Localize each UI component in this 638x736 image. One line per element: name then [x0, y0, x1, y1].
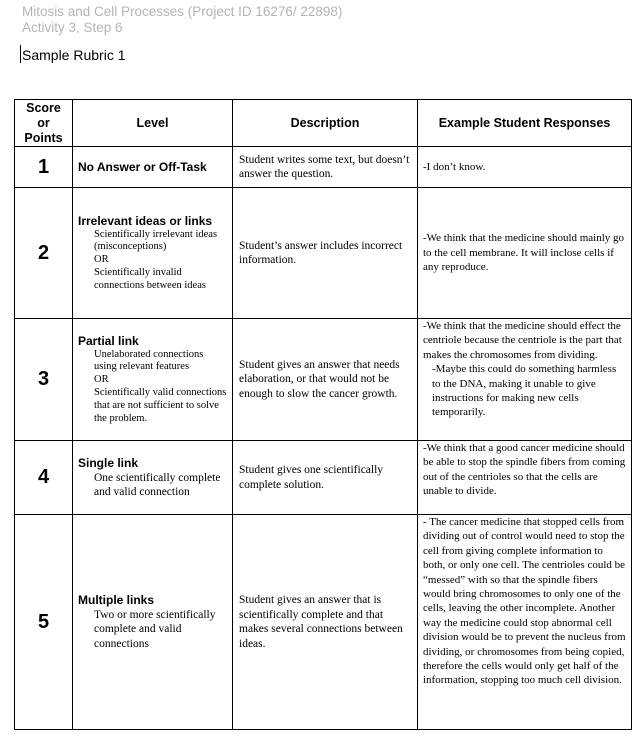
table-row — [15, 515, 632, 730]
level-title: No Answer or Off-Task — [78, 159, 207, 174]
description-cell: Student gives an answer that needs elaboration, or that would not be enough to slow the cancer growth. — [233, 319, 418, 441]
text-cursor — [20, 45, 21, 63]
description-cell: Student’s answer includes incorrect information. — [233, 188, 418, 319]
description-cell: Student gives an answer that is scientifically complete and that makes several connections between ideas. — [233, 515, 418, 730]
level-detail: OR — [94, 254, 109, 266]
level-detail: Scientifically invalid connections between ideas — [94, 266, 206, 291]
level-cell — [73, 319, 233, 441]
table-row — [15, 188, 632, 319]
table-row — [15, 319, 632, 441]
score-cell: 1 — [15, 147, 73, 188]
level-cell — [73, 515, 233, 730]
example-text: -We think that the medicine should mainly go to the cell membrane. It will inclose cells if any reproduce. — [423, 232, 625, 274]
level-title: Multiple links — [78, 592, 155, 607]
level-detail: Scientifically irrelevant ideas (misconceptions) — [94, 228, 218, 253]
example-text: -We think that a good cancer medicine should be able to stop the spindle fibers from coming out of the centrioles so that the cells are unable to divide. — [423, 442, 626, 498]
rubric-table — [14, 99, 632, 730]
table-row — [15, 441, 632, 515]
header-level: Level — [73, 100, 233, 147]
level-detail: One scientifically complete and valid connection — [94, 471, 221, 498]
level-title: Partial link — [78, 333, 139, 348]
score-cell: 3 — [15, 319, 73, 441]
example-text: -Maybe this could do something harmless to the DNA, making it unable to give instructions for making new cells temporarily. — [432, 363, 617, 419]
header-example: Example Student Responses — [418, 100, 632, 147]
level-title: Single link — [78, 455, 139, 470]
score-cell: 2 — [15, 188, 73, 319]
table-header-row — [15, 100, 632, 147]
level-cell — [73, 188, 233, 319]
example-cell — [418, 515, 632, 730]
level-detail: Unelaborated connections using relevant features — [94, 348, 204, 373]
example-cell — [418, 319, 632, 441]
example-cell — [418, 147, 632, 188]
example-cell — [418, 441, 632, 515]
example-text: -We think that the medicine should effect the centriole because the centriole is the part that makes the chromosomes from dividing. — [423, 320, 622, 361]
level-cell — [73, 147, 233, 188]
description-cell: Student gives one scientifically complete solution. — [233, 441, 418, 515]
table-row — [15, 147, 632, 188]
document-header-project: Mitosis and Cell Processes (Project ID 16276/ 22898) — [22, 4, 343, 19]
example-text: - The cancer medicine that stopped cells from dividing out of control would need to stop the cell from giving complete information to both, or only one cell. The centrioles could be “messed” with so that the spindle fibers would bring chromosomes to only one of the cells, leaving the other incomplete. Another way the medicine could stop abnormal cell division would be to prevent the nucleus from dividing, or chromosomes from being copied, therefore the cells would only get half of the information, stopping too much cell division. — [423, 516, 626, 687]
example-cell — [418, 188, 632, 319]
level-title: Irrelevant ideas or links — [78, 213, 213, 228]
score-cell: 4 — [15, 441, 73, 515]
document-header-activity: Activity 3, Step 6 — [22, 20, 123, 35]
header-description: Description — [233, 100, 418, 147]
example-text: -I don’t know. — [423, 160, 486, 173]
level-cell — [73, 441, 233, 515]
description-cell: Student writes some text, but doesn’t answer the question. — [233, 147, 418, 188]
rubric-title[interactable]: Sample Rubric 1 — [22, 47, 126, 63]
level-detail: OR — [94, 374, 109, 386]
level-detail: Scientifically valid connections that are not sufficient to solve the problem. — [94, 387, 227, 424]
header-score: Score or Points — [15, 100, 73, 147]
score-cell: 5 — [15, 515, 73, 730]
level-detail: Two or more scientifically complete and valid connections — [94, 608, 216, 650]
